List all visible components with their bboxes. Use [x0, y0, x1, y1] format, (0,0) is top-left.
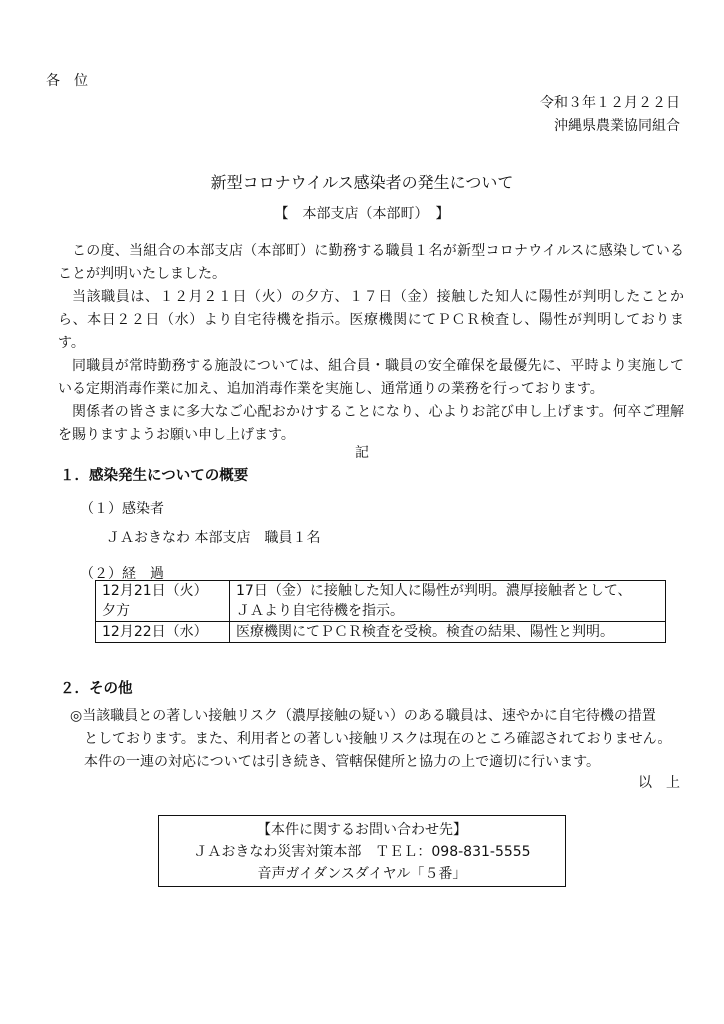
paragraph: 関係者の皆さまに多大なご心配おかけすることになり、心よりお詫び申し上げます。何卒ご理解を賜りますようお願い申し上げます。: [58, 404, 684, 443]
body-text: [58, 240, 684, 447]
note-line: ◎当該職員との著しい接触リスク（濃厚接触の疑い）のある職員は、速やかに自宅待機の措置: [70, 708, 656, 724]
section2-heading: ２．その他: [60, 681, 133, 697]
detail-text: ＪＡより自宅待機を指示。: [236, 603, 404, 619]
section1-heading: １．感染発生についての概要: [60, 468, 249, 484]
addressee: 各 位: [46, 73, 88, 89]
progress-table: [95, 580, 666, 643]
contact-dial: 音声ガイダンスダイヤル「５番」: [257, 866, 467, 882]
document-title: 新型コロナウイルス感染者の発生について: [210, 173, 514, 192]
ki-mark: 記: [355, 445, 369, 461]
detail-cell: [230, 622, 666, 643]
infected-label: （１）感染者: [80, 501, 164, 517]
contact-phone: ＪＡおきなわ災害対策本部 ＴＥＬ：098-831-5555: [193, 844, 531, 860]
note-line: 本件の一連の対応については引き続き、管轄保健所と協力の上で適切に行います。: [70, 754, 601, 770]
table-row: [96, 581, 666, 622]
detail-cell: [230, 581, 666, 622]
date-text: 12月22日（水）: [102, 624, 208, 640]
closing-mark: 以 上: [638, 775, 680, 791]
paragraph: 同職員が常時勤務する施設については、組合員・職員の安全確保を最優先に、平時より実施している定期消毒作業に加え、追加消毒作業を実施し、通常通りの業務を行っております。: [58, 358, 684, 397]
contact-box: [158, 815, 566, 887]
date-cell: [96, 581, 230, 622]
issue-date: 令和３年１２月２２日: [540, 95, 680, 111]
date-cell: [96, 622, 230, 643]
time-text: 夕方: [102, 603, 130, 619]
detail-text: 17日（金）に接触した知人に陽性が判明。濃厚接触者として、: [236, 583, 632, 599]
detail-text: 医療機関にてＰＣＲ検査を受検。検査の結果、陽性と判明。: [236, 624, 614, 640]
section2-body: [70, 705, 686, 774]
paragraph: この度、当組合の本部支店（本部町）に勤務する職員１名が新型コロナウイルスに感染していることが判明いたしました。: [58, 243, 684, 282]
table-row: [96, 622, 666, 643]
contact-heading: 【本件に関するお問い合わせ先】: [257, 822, 467, 838]
infected-value: ＪＡおきなわ 本部支店 職員１名: [106, 530, 321, 546]
organization-name: 沖縄県農業協同組合: [554, 118, 680, 134]
note-line: としております。また、利用者との著しい接触リスクは現在のところ確認されておりません。: [70, 731, 672, 747]
date-text: 12月21日（火）: [102, 583, 208, 599]
progress-label: （２）経 過: [80, 566, 164, 582]
paragraph: 当該職員は、１２月２１日（火）の夕方、１７日（金）接触した知人に陽性が判明したことから、本日２２日（水）より自宅待機を指示。医療機関にてＰＣＲ検査し、陽性が判明しております。: [58, 289, 684, 351]
branch-label: 【 本部支店（本部町） 】: [274, 206, 450, 222]
